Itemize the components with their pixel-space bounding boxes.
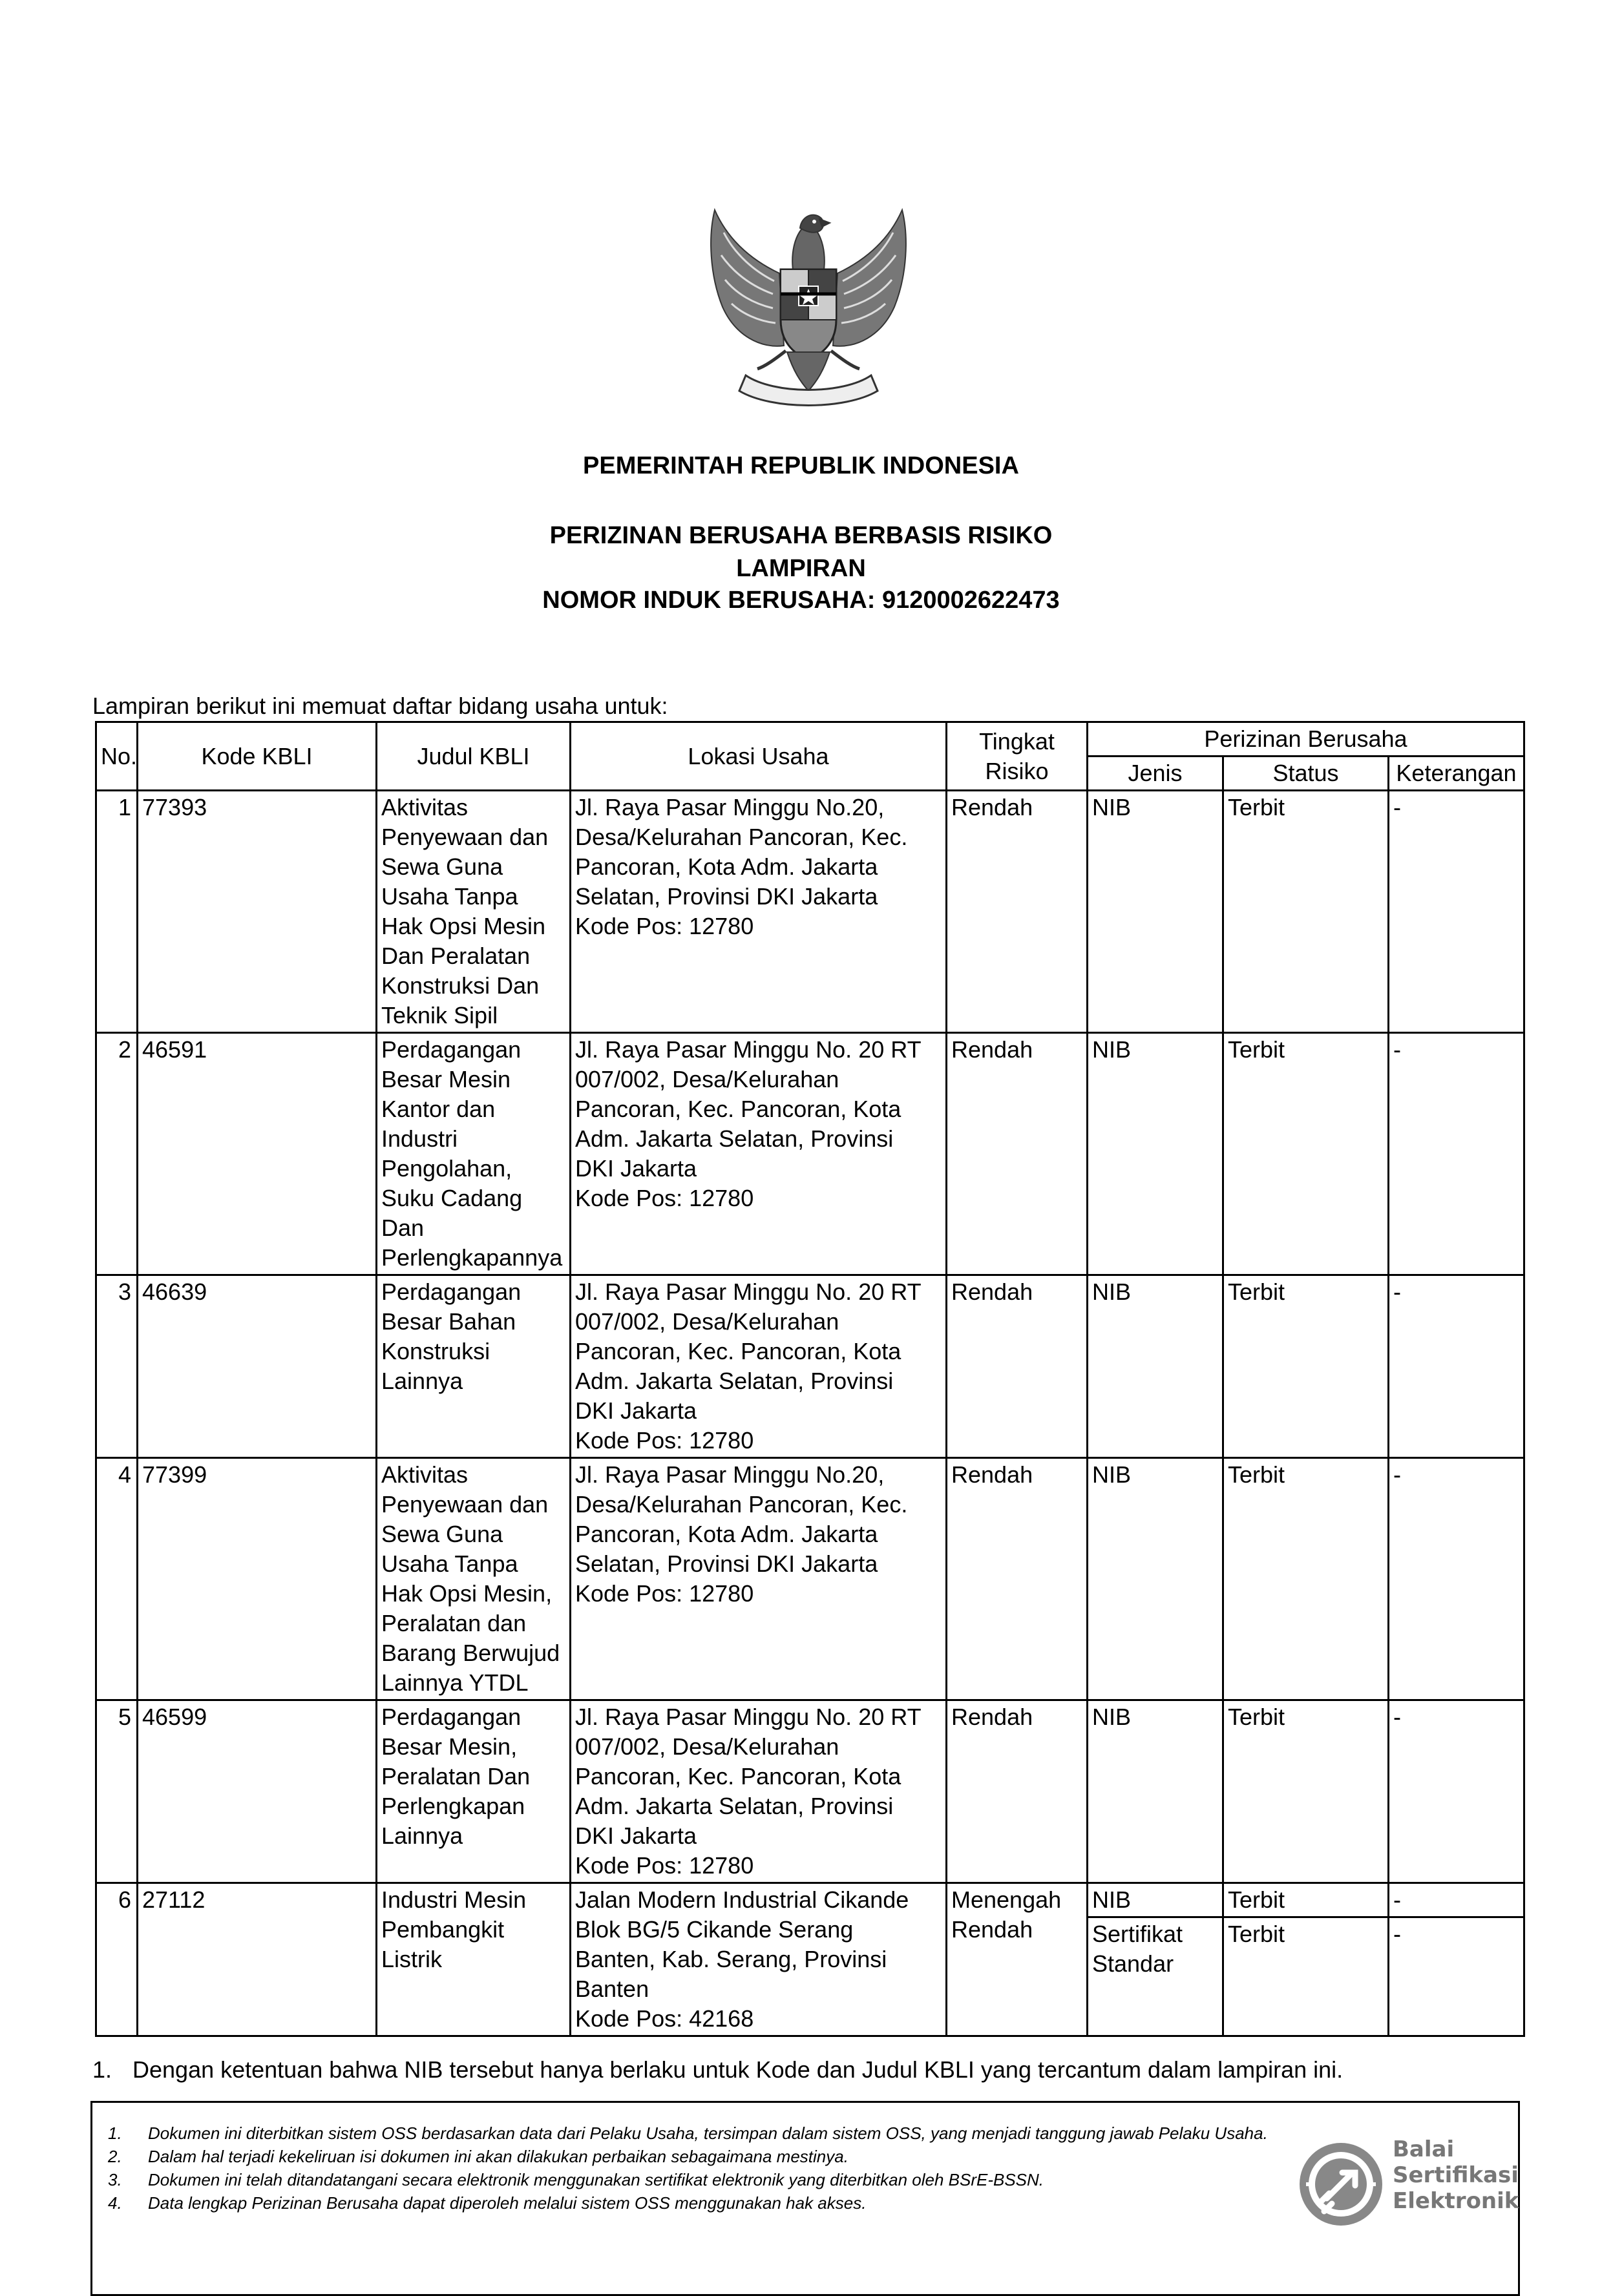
cell-jenis: NIB bbox=[1088, 1458, 1223, 1700]
cell-keterangan: - bbox=[1389, 1275, 1524, 1458]
footer-list bbox=[108, 2122, 1375, 2215]
header-kode-kbli: Kode KBLI bbox=[138, 722, 377, 791]
cell-jenis: NIB bbox=[1088, 1033, 1223, 1275]
cell-jenis: NIB bbox=[1088, 1700, 1223, 1883]
header-tingkat-risiko: Tingkat Risiko bbox=[947, 722, 1088, 791]
cell-lokasi-usaha: Jl. Raya Pasar Minggu No. 20 RT 007/002, Desa/Kelurahan Pancoran, Kec. Pancoran, Kota Adm. Jakarta Selatan, Provinsi DKI Jakarta Kode Pos: 12780 bbox=[571, 1275, 947, 1458]
cell-keterangan: - - bbox=[1389, 1883, 1524, 2036]
cell-judul-kbli: Perdagangan Besar Mesin, Peralatan Dan Perlengkapan Lainnya bbox=[377, 1700, 571, 1883]
cell-tingkat-risiko: Rendah bbox=[947, 1033, 1088, 1275]
footer-item: 1. Dokumen ini diterbitkan sistem OSS berdasarkan data dari Pelaku Usaha, tersimpan dalam sistem OSS, yang menjadi tanggung jawab Pelaku Usaha. bbox=[108, 2124, 1268, 2143]
cell-keterangan: - bbox=[1389, 791, 1524, 1033]
header-lokasi-usaha: Lokasi Usaha bbox=[571, 722, 947, 791]
cell-lokasi-usaha: Jl. Raya Pasar Minggu No.20, Desa/Kelurahan Pancoran, Kec. Pancoran, Kota Adm. Jakarta Selatan, Provinsi DKI Jakarta Kode Pos: 12780 bbox=[571, 1458, 947, 1700]
cell-judul-kbli: Aktivitas Penyewaan dan Sewa Guna Usaha Tanpa Hak Opsi Mesin, Peralatan dan Barang Berwujud Lainnya YTDL bbox=[377, 1458, 571, 1700]
table-row bbox=[96, 1275, 1524, 1458]
header-perizinan-berusaha: Perizinan Berusaha bbox=[1088, 722, 1524, 757]
cell-tingkat-risiko: Rendah bbox=[947, 1700, 1088, 1883]
kbli-table-body bbox=[96, 791, 1524, 2036]
cell-status: Terbit bbox=[1223, 1033, 1389, 1275]
cell-lokasi-usaha: Jl. Raya Pasar Minggu No. 20 RT 007/002, Desa/Kelurahan Pancoran, Kec. Pancoran, Kota Adm. Jakarta Selatan, Provinsi DKI Jakarta Kode Pos: 12780 bbox=[571, 1033, 947, 1275]
cell-judul-kbli: Industri Mesin Pembangkit Listrik bbox=[377, 1883, 571, 2036]
document-subtitle: LAMPIRAN bbox=[736, 555, 866, 582]
table-row bbox=[96, 1700, 1524, 1883]
header-status: Status bbox=[1223, 757, 1389, 791]
cell-no: 5 bbox=[96, 1700, 138, 1883]
bsre-logo bbox=[1296, 2134, 1519, 2237]
cell-keterangan: - bbox=[1389, 1458, 1524, 1700]
cell-jenis: NIB bbox=[1088, 791, 1223, 1033]
cell-lokasi-usaha: Jl. Raya Pasar Minggu No. 20 RT 007/002, Desa/Kelurahan Pancoran, Kec. Pancoran, Kota Adm. Jakarta Selatan, Provinsi DKI Jakarta Kode Pos: 12780 bbox=[571, 1700, 947, 1883]
table-row bbox=[96, 1883, 1524, 2036]
cell-judul-kbli: Aktivitas Penyewaan dan Sewa Guna Usaha Tanpa Hak Opsi Mesin Dan Peralatan Konstruksi Dan Teknik Sipil bbox=[377, 791, 571, 1033]
header-no: No. bbox=[96, 722, 138, 791]
government-heading: PEMERINTAH REPUBLIK INDONESIA bbox=[583, 452, 1019, 479]
cell-kode-kbli: 77399 bbox=[138, 1458, 377, 1700]
cell-no: 3 bbox=[96, 1275, 138, 1458]
cell-judul-kbli: Perdagangan Besar Bahan Konstruksi Lainnya bbox=[377, 1275, 571, 1458]
note-number: 1. bbox=[92, 2056, 112, 2083]
document-title: PERIZINAN BERUSAHA BERBASIS RISIKO bbox=[549, 522, 1053, 549]
note-text: Dengan ketentuan bahwa NIB tersebut hanya berlaku untuk Kode dan Judul KBLI yang tercantum dalam lampiran ini. bbox=[132, 2056, 1344, 2083]
footer-item: 3. Dokumen ini telah ditandatangani secara elektronik menggunakan sertifikat elektronik yang diterbitkan oleh BSrE-BSSN. bbox=[108, 2170, 1044, 2189]
cell-tingkat-risiko: Rendah bbox=[947, 1275, 1088, 1458]
cell-judul-kbli: Perdagangan Besar Mesin Kantor dan Industri Pengolahan, Suku Cadang Dan Perlengkapannya bbox=[377, 1033, 571, 1275]
note-item bbox=[92, 2056, 1343, 2084]
footer-box bbox=[90, 2101, 1520, 2296]
cell-lokasi-usaha: Jalan Modern Industrial Cikande Blok BG/5 Cikande Serang Banten, Kab. Serang, Provinsi Banten Kode Pos: 42168 bbox=[571, 1883, 947, 2036]
cell-keterangan: - bbox=[1389, 1700, 1524, 1883]
cell-tingkat-risiko: Rendah bbox=[947, 1458, 1088, 1700]
cell-no: 6 bbox=[96, 1883, 138, 2036]
cell-kode-kbli: 27112 bbox=[138, 1883, 377, 2036]
cell-no: 1 bbox=[96, 791, 138, 1033]
cell-status: Terbit bbox=[1223, 1700, 1389, 1883]
cell-no: 4 bbox=[96, 1458, 138, 1700]
cell-tingkat-risiko: Menengah Rendah bbox=[947, 1883, 1088, 2036]
cell-status: Terbit bbox=[1223, 1458, 1389, 1700]
footer-item: 2. Dalam hal terjadi kekeliruan isi dokumen ini akan dilakukan perbaikan sebagaimana mestinya. bbox=[108, 2147, 848, 2166]
footer-item: 4. Data lengkap Perizinan Berusaha dapat diperoleh melalui sistem OSS menggunakan hak akses. bbox=[108, 2193, 867, 2213]
bsre-logo-text: Balai Sertifikasi Elektronik bbox=[1393, 2136, 1519, 2214]
cell-status: Terbit Terbit bbox=[1223, 1883, 1389, 2036]
cell-kode-kbli: 46591 bbox=[138, 1033, 377, 1275]
header-keterangan: Keterangan bbox=[1389, 757, 1524, 791]
table-row bbox=[96, 1458, 1524, 1700]
cell-lokasi-usaha: Jl. Raya Pasar Minggu No.20, Desa/Kelurahan Pancoran, Kec. Pancoran, Kota Adm. Jakarta Selatan, Provinsi DKI Jakarta Kode Pos: 12780 bbox=[571, 791, 947, 1033]
intro-text: Lampiran berikut ini memuat daftar bidang usaha untuk: bbox=[92, 693, 668, 719]
nib-number: NOMOR INDUK BERUSAHA: 9120002622473 bbox=[542, 587, 1060, 614]
cell-no: 2 bbox=[96, 1033, 138, 1275]
kbli-table bbox=[95, 721, 1525, 2037]
cell-jenis: NIB bbox=[1088, 1275, 1223, 1458]
header-jenis: Jenis bbox=[1088, 757, 1223, 791]
cell-kode-kbli: 77393 bbox=[138, 791, 377, 1033]
table-row bbox=[96, 1033, 1524, 1275]
header-judul-kbli: Judul KBLI bbox=[377, 722, 571, 791]
cell-jenis: NIB Sertifikat Standar bbox=[1088, 1883, 1223, 2036]
bsre-logo-mark-icon bbox=[1296, 2139, 1386, 2229]
table-row bbox=[96, 791, 1524, 1033]
cell-keterangan: - bbox=[1389, 1033, 1524, 1275]
cell-kode-kbli: 46639 bbox=[138, 1275, 377, 1458]
cell-tingkat-risiko: Rendah bbox=[947, 791, 1088, 1033]
cell-status: Terbit bbox=[1223, 1275, 1389, 1458]
cell-kode-kbli: 46599 bbox=[138, 1700, 377, 1883]
garuda-emblem bbox=[703, 197, 914, 419]
cell-status: Terbit bbox=[1223, 791, 1389, 1033]
